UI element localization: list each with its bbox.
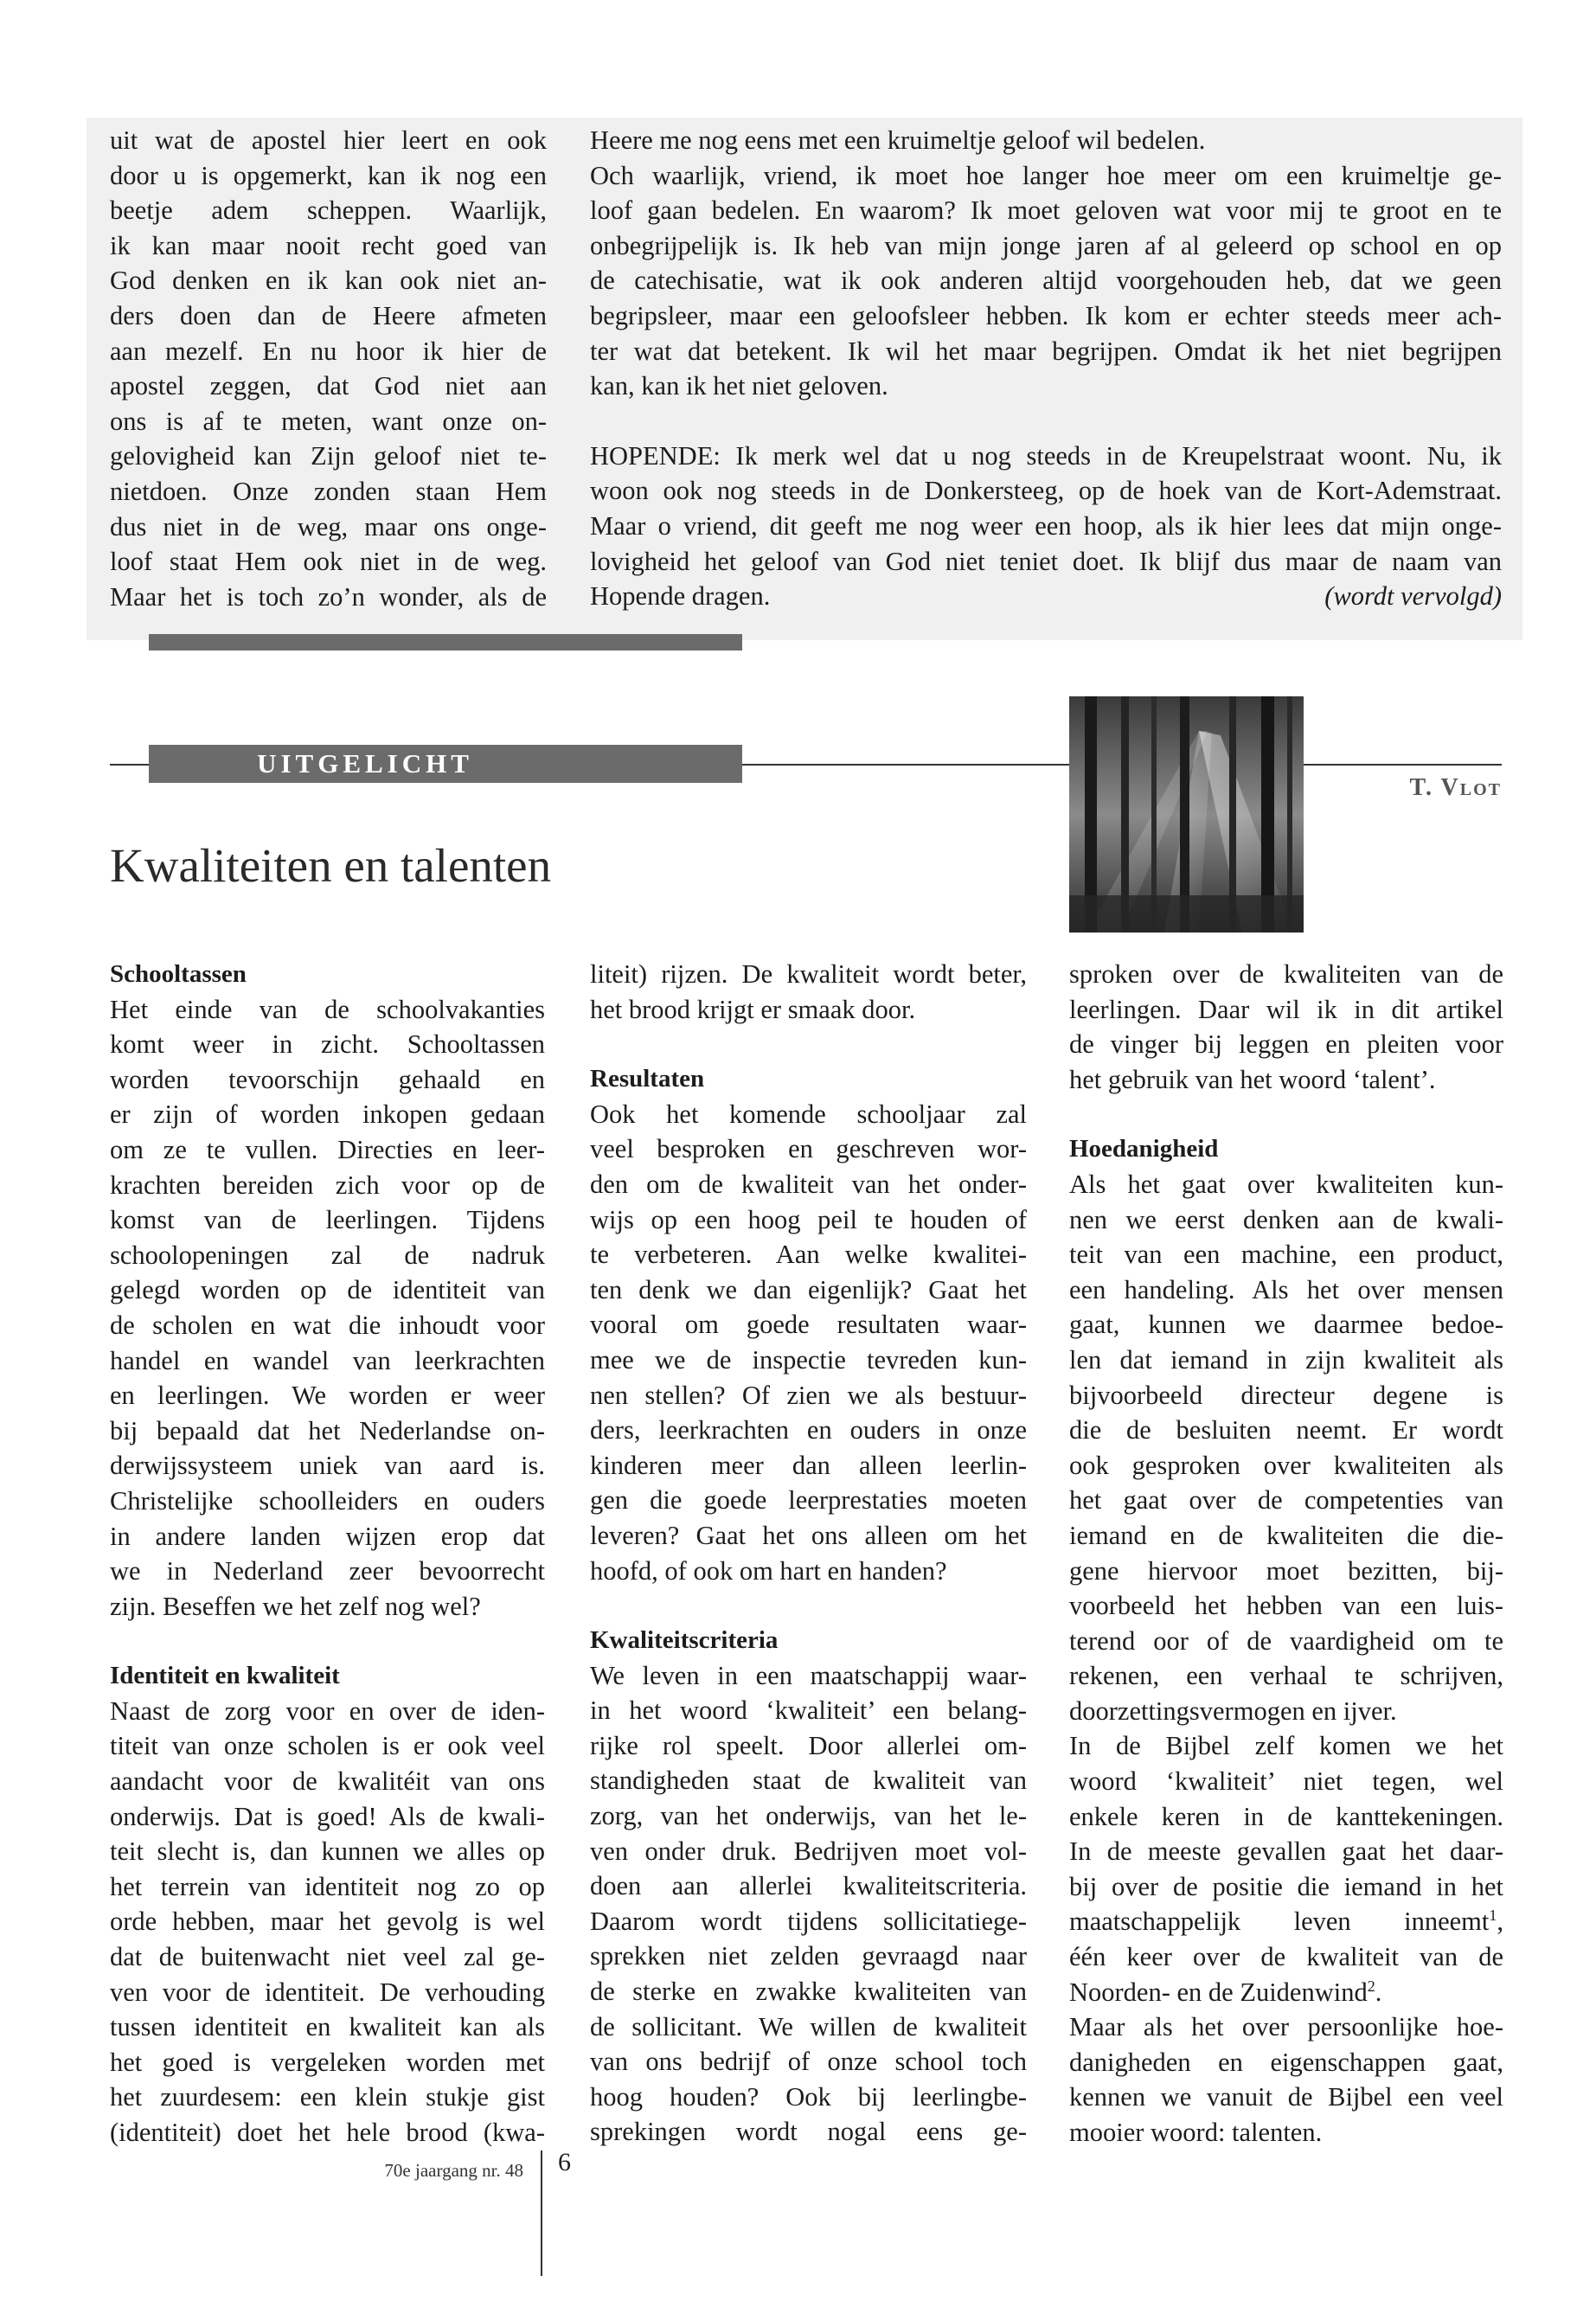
article-column-2 xyxy=(590,957,1027,2150)
text-line: komt weer in zicht. Schooltassen xyxy=(110,1029,545,1060)
subheading-kwaliteitscriteria: Kwaliteitscriteria xyxy=(590,1626,779,1655)
text-line: derwijssysteem uniek van aard is. xyxy=(110,1451,545,1481)
text-line: Christelijke schoolleiders en ouders xyxy=(110,1485,545,1516)
text-line: leerlingen. Daar wil ik in dit artikel xyxy=(1069,994,1503,1024)
text-line: ders doen dan de Heere afmeten xyxy=(110,300,547,330)
text-line: sproken over de kwaliteiten van de xyxy=(1069,959,1503,989)
text-line: teit slecht is, dan kunnen we alles op xyxy=(110,1836,545,1867)
text-line: gelegd worden op de identiteit van xyxy=(110,1275,545,1305)
text-line: onderwijs. Dat is goed! Als de kwali- xyxy=(110,1801,545,1831)
text-line: uit wat de apostel hier leert en ook xyxy=(110,125,547,155)
top-left-column xyxy=(110,123,547,614)
text-line: orde hebben, maar het gevolg is wel xyxy=(110,1907,545,1937)
text-line: sprekken niet zelden gevraagd naar xyxy=(590,1941,1027,1971)
text-line-footnote-1 xyxy=(1069,1904,1503,1939)
text-line: rijke rol speelt. Door allerlei om- xyxy=(590,1730,1027,1760)
text-line: het brood krijgt er smaak door. xyxy=(590,994,916,1024)
text-line: komst van de leerlingen. Tijdens xyxy=(110,1205,545,1235)
text-line: teit van een machine, een product, xyxy=(1069,1240,1503,1270)
text-line: apostel zeggen, dat God niet aan xyxy=(110,371,547,401)
text-line: hoofd, of ook om hart en handen? xyxy=(590,1555,947,1586)
text-line-footnote-2 xyxy=(1069,1975,1503,2010)
text-line: woon ook nog steeds in de Donkersteeg, op de hoek van de Kort-Ademstraat. xyxy=(590,476,1502,506)
text-line: dus niet in de weg, maar ons onge- xyxy=(110,511,547,542)
text-line: handel en wandel van leerkrachten xyxy=(110,1345,545,1375)
text-line: nietdoen. Onze zonden staan Hem xyxy=(110,476,547,506)
text-line: worden tevoorschijn gehaald en xyxy=(110,1064,545,1094)
text-line: sprekingen wordt nogal eens ge- xyxy=(590,2117,1027,2147)
text-line: hoog houden? Ook bij leerlingbe- xyxy=(590,2081,1027,2112)
text-line: om ze te vullen. Directies en leer- xyxy=(110,1134,545,1164)
forest-illustration xyxy=(1069,696,1304,933)
subheading-resultaten: Resultaten xyxy=(590,1065,705,1093)
text-line: begripsleer, maar een geloofsleer hebben. Ik kom er echter steeds meer ach- xyxy=(590,300,1502,330)
text-line: We leven in een maatschappij waar- xyxy=(590,1660,1027,1690)
footer-rule xyxy=(541,2150,542,2276)
text-line: ter wat dat betekent. Ik wil het maar begrijpen. Omdat ik het niet begrijpen xyxy=(590,336,1502,366)
text-line: Maar als het over persoonlijke hoe- xyxy=(1069,2012,1503,2042)
text-line: leveren? Gaat het ons alleen om het xyxy=(590,1520,1027,1550)
text-line: Heere me nog eens met een kruimeltje geloof wil bedelen. xyxy=(590,125,1206,155)
text-line: len dat iemand in zijn kwaliteit als xyxy=(1069,1344,1503,1375)
text-line: de scholen en wat die inhoudt voor xyxy=(110,1310,545,1340)
text-line: aandacht voor de kwalitéit van ons xyxy=(110,1766,545,1797)
top-right-column xyxy=(590,123,1502,614)
text-line: woord ‘kwaliteit’ niet tegen, wel xyxy=(1069,1766,1503,1797)
text-segment: , xyxy=(1497,1907,1503,1937)
text-line: het gebruik van het woord ‘talent’. xyxy=(1069,1064,1436,1094)
text-line: voorbeeld het hebben van een luis- xyxy=(1069,1591,1503,1621)
text-line: titeit van onze scholen is er ook veel xyxy=(110,1731,545,1761)
text-line: kinderen meer dan alleen leerlin- xyxy=(590,1450,1027,1480)
text-line: vooral om goede resultaten waar- xyxy=(590,1310,1027,1340)
article-column-1 xyxy=(110,957,545,2150)
text-line: nen stellen? Of zien we als bestuur- xyxy=(590,1380,1027,1410)
text-line: wijs op een hoog peil te houden of xyxy=(590,1204,1027,1234)
text-line: Naast de zorg voor en over de iden- xyxy=(110,1695,545,1726)
text-line: die de besluiten neemt. Er wordt xyxy=(1069,1415,1503,1445)
text-line: mee we de inspectie tevreden kun- xyxy=(590,1344,1027,1375)
text-line: aan mezelf. En nu hoor ik hier de xyxy=(110,336,547,366)
text-line: ook gesproken over kwaliteiten als xyxy=(1069,1450,1503,1480)
text-line: veel besproken en geschreven wor- xyxy=(590,1134,1027,1164)
text-line: ik kan maar nooit recht goed van xyxy=(110,230,547,260)
page-number: 6 xyxy=(558,2148,571,2176)
text-line: danigheden en eigenschappen gaat, xyxy=(1069,2047,1503,2077)
header-rule-left xyxy=(110,764,149,766)
text-line-last xyxy=(590,579,1502,614)
text-line: terend oor of de vaardigheid om te xyxy=(1069,1625,1503,1656)
text-line: de catechisatie, wat ik ook anderen altijd voorgehouden heb, dat we geen xyxy=(590,266,1502,296)
text-line: de sterke en zwakke kwaliteiten van xyxy=(590,1977,1027,2007)
text-line: ven onder druk. Bedrijven moet vol- xyxy=(590,1836,1027,1866)
text-line: In de Bijbel zelf komen we het xyxy=(1069,1731,1503,1761)
text-line: van ons bedrijf of onze school toch xyxy=(590,2047,1027,2077)
text-line: in andere landen wijzen erop dat xyxy=(110,1521,545,1551)
text-line: In de meeste gevallen gaat het daar- xyxy=(1069,1836,1503,1867)
text-line: een handeling. Als het over mensen xyxy=(1069,1274,1503,1304)
continued-note: (wordt vervolgd) xyxy=(1324,581,1502,612)
text-line: bij over de positie die iemand in het xyxy=(1069,1871,1503,1901)
text-line: Het einde van de schoolvakanties xyxy=(110,994,545,1024)
text-line: Hopende dragen. xyxy=(590,581,771,612)
text-line: mooier woord: talenten. xyxy=(1069,2118,1323,2147)
issue-info: 70e jaargang nr. 48 xyxy=(384,2160,523,2181)
author-name: T. Vlot xyxy=(1409,774,1502,801)
text-line: krachten bereiden zich voor op de xyxy=(110,1170,545,1200)
text-line: bij bepaald dat het Nederlandse on- xyxy=(110,1415,545,1445)
text-line: liteit) rijzen. De kwaliteit wordt beter, xyxy=(590,959,1027,989)
text-line: ders, leerkrachten en ouders in onze xyxy=(590,1415,1027,1445)
text-line: het goed is vergeleken worden met xyxy=(110,2047,545,2077)
text-line: loof gaan bedelen. En waarom? Ik moet geloven wat voor mij te groot en te xyxy=(590,195,1502,226)
text-line: Ook het komende schooljaar zal xyxy=(590,1099,1027,1129)
text-line: Och waarlijk, vriend, ik moet hoe langer hoe meer om een kruimeltje ge- xyxy=(590,160,1502,190)
text-line: dat de buitenwacht niet veel zal ge- xyxy=(110,1942,545,1972)
text-line: enkele keren in de kanttekeningen. xyxy=(1069,1801,1503,1831)
text-line: ten denk we dan eigenlijk? Gaat het xyxy=(590,1274,1027,1304)
text-segment: Noorden- en de Zuidenwind xyxy=(1069,1977,1368,2007)
subheading-hoedanigheid: Hoedanigheid xyxy=(1069,1135,1219,1163)
text-line: God denken en ik kan ook niet an- xyxy=(110,266,547,296)
forest-photo xyxy=(1069,696,1304,933)
text-line: door u is opgemerkt, kan ik nog een xyxy=(110,160,547,190)
text-line: het zuurdesem: een klein stukje gist xyxy=(110,2082,545,2112)
text-line: gaat, kunnen we daarmee bedoe- xyxy=(1069,1310,1503,1340)
footnote-ref-2: 2 xyxy=(1367,1977,1375,1995)
text-line: nen we eerst denken aan de kwali- xyxy=(1069,1204,1503,1234)
text-line: lovigheid het geloof van God niet teniet doet. Ik blijf dus maar de naam van xyxy=(590,546,1502,576)
subheading-identiteit: Identiteit en kwaliteit xyxy=(110,1662,340,1690)
text-line: Als het gaat over kwaliteiten kun- xyxy=(1069,1169,1503,1199)
text-line: doorzettingsvermogen en ijver. xyxy=(1069,1695,1397,1726)
footnote-ref-1: 1 xyxy=(1489,1907,1497,1925)
text-segment: . xyxy=(1375,1977,1382,2007)
text-line: één keer over de kwaliteit van de xyxy=(1069,1942,1503,1972)
text-line: gen die goede leerprestaties moeten xyxy=(590,1485,1027,1516)
text-line: standigheden staat de kwaliteit van xyxy=(590,1766,1027,1796)
text-line: het gaat over de competenties van xyxy=(1069,1485,1503,1516)
text-line: zijn. Beseffen we het zelf nog wel? xyxy=(110,1591,481,1621)
text-line: Maar o vriend, dit geeft me nog weer een hoop, als ik hier lees dat mijn onge- xyxy=(590,510,1502,541)
section-label: UITGELICHT xyxy=(257,748,473,779)
text-line: tussen identiteit en kwaliteit kan als xyxy=(110,2012,545,2042)
article-title: Kwaliteiten en talenten xyxy=(110,839,552,892)
text-line: te verbeteren. Aan welke kwalitei- xyxy=(590,1240,1027,1270)
text-line: ven voor de identiteit. De verhouding xyxy=(110,1977,545,2007)
article-column-3 xyxy=(1069,957,1503,2150)
text-line: beetje adem scheppen. Waarlijk, xyxy=(110,195,547,226)
text-line: loof staat Hem ook niet in de weg. xyxy=(110,547,547,577)
top-divider-bar xyxy=(149,634,742,651)
text-line: het terrein van identiteit nog zo op xyxy=(110,1871,545,1901)
text-line: bijvoorbeeld directeur degene is xyxy=(1069,1380,1503,1410)
text-line: den om de kwaliteit van het onder- xyxy=(590,1169,1027,1199)
text-segment: maatschappelijk leven inneemt xyxy=(1069,1907,1490,1937)
text-line: iemand en de kwaliteiten die die- xyxy=(1069,1520,1503,1550)
text-line: gelovigheid kan Zijn geloof niet te- xyxy=(110,441,547,471)
text-line: we in Nederland zeer bevoorrecht xyxy=(110,1556,545,1586)
text-line: Daarom wordt tijdens sollicitatiege- xyxy=(590,1906,1027,1936)
text-line: schoolopeningen zal de nadruk xyxy=(110,1240,545,1270)
text-line: er zijn of worden inkopen gedaan xyxy=(110,1099,545,1130)
text-line: ons is af te meten, want onze on- xyxy=(110,406,547,436)
subheading-schooltassen: Schooltassen xyxy=(110,960,247,988)
text-line: de sollicitant. We willen de kwaliteit xyxy=(590,2011,1027,2041)
text-line: onbegrijpelijk is. Ik heb van mijn jonge jaren af al geleerd op school en op xyxy=(590,230,1502,260)
text-line: gene hiervoor moet bezitten, bij- xyxy=(1069,1555,1503,1586)
text-line: Maar het is toch zo’n wonder, als de xyxy=(110,581,547,612)
text-line: HOPENDE: Ik merk wel dat u nog steeds in de Kreupelstraat woont. Nu, ik xyxy=(590,440,1502,471)
text-line: (identiteit) doet het hele brood (kwa- xyxy=(110,2118,545,2147)
text-line: zorg, van het onderwijs, van het le- xyxy=(590,1801,1027,1831)
text-line: in het woord ‘kwaliteit’ een belang- xyxy=(590,1695,1027,1726)
text-line: de vinger bij leggen en pleiten voor xyxy=(1069,1029,1503,1060)
text-line: kennen we vanuit de Bijbel een veel xyxy=(1069,2082,1503,2112)
text-line: doen aan allerlei kwaliteitscriteria. xyxy=(590,1871,1027,1901)
text-line: rekenen, een verhaal te schrijven, xyxy=(1069,1661,1503,1691)
text-line: kan, kan ik het niet geloven. xyxy=(590,371,888,401)
text-line: en leerlingen. We worden er weer xyxy=(110,1381,545,1411)
